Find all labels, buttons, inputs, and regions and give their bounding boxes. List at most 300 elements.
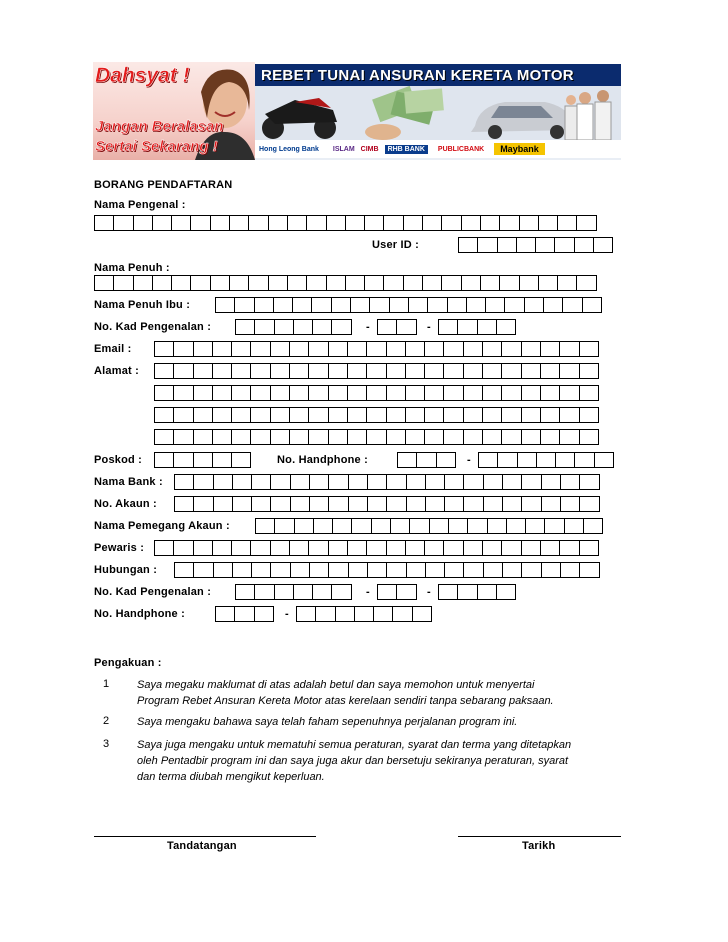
char-box[interactable] xyxy=(331,297,351,313)
char-box[interactable] xyxy=(235,319,255,335)
char-box[interactable] xyxy=(424,385,444,401)
char-box[interactable] xyxy=(293,584,313,600)
char-box[interactable] xyxy=(519,215,539,231)
char-box[interactable] xyxy=(390,518,410,534)
char-box[interactable] xyxy=(254,606,274,622)
char-box[interactable] xyxy=(371,518,391,534)
char-box[interactable] xyxy=(231,341,251,357)
char-box[interactable] xyxy=(478,452,498,468)
char-box[interactable] xyxy=(396,319,416,335)
char-box[interactable] xyxy=(328,407,348,423)
char-box[interactable] xyxy=(443,341,463,357)
char-box[interactable] xyxy=(396,584,416,600)
char-box[interactable] xyxy=(331,584,351,600)
char-box[interactable] xyxy=(369,297,389,313)
char-box[interactable] xyxy=(193,363,213,379)
char-box[interactable] xyxy=(463,429,483,445)
char-box[interactable] xyxy=(463,341,483,357)
char-box[interactable] xyxy=(521,562,541,578)
char-box[interactable] xyxy=(497,237,517,253)
char-box[interactable] xyxy=(501,363,521,379)
char-box[interactable] xyxy=(543,297,563,313)
char-box[interactable] xyxy=(309,562,329,578)
char-box[interactable] xyxy=(212,429,232,445)
char-box[interactable] xyxy=(171,275,191,291)
char-box[interactable] xyxy=(429,518,449,534)
char-box[interactable] xyxy=(579,496,599,512)
char-box[interactable] xyxy=(350,297,370,313)
char-box[interactable] xyxy=(250,407,270,423)
char-box[interactable] xyxy=(554,237,574,253)
char-box[interactable] xyxy=(306,215,326,231)
hubungan-boxes[interactable] xyxy=(174,562,599,578)
char-box[interactable] xyxy=(251,562,271,578)
char-box[interactable] xyxy=(254,584,274,600)
char-box[interactable] xyxy=(555,452,575,468)
char-box[interactable] xyxy=(483,562,503,578)
char-box[interactable] xyxy=(416,452,436,468)
char-box[interactable] xyxy=(405,385,425,401)
char-box[interactable] xyxy=(579,341,599,357)
char-box[interactable] xyxy=(538,215,558,231)
char-box[interactable] xyxy=(193,496,213,512)
char-box[interactable] xyxy=(94,275,114,291)
char-box[interactable] xyxy=(463,385,483,401)
char-box[interactable] xyxy=(424,363,444,379)
char-box[interactable] xyxy=(443,385,463,401)
char-box[interactable] xyxy=(540,407,560,423)
char-box[interactable] xyxy=(461,215,481,231)
char-box[interactable] xyxy=(234,606,254,622)
char-box[interactable] xyxy=(212,540,232,556)
char-box[interactable] xyxy=(348,496,368,512)
char-box[interactable] xyxy=(232,562,252,578)
char-box[interactable] xyxy=(521,341,541,357)
char-box[interactable] xyxy=(443,429,463,445)
char-box[interactable] xyxy=(517,452,537,468)
char-box[interactable] xyxy=(210,215,230,231)
char-box[interactable] xyxy=(212,341,232,357)
char-box[interactable] xyxy=(424,429,444,445)
char-box[interactable] xyxy=(212,385,232,401)
char-box[interactable] xyxy=(231,385,251,401)
char-box[interactable] xyxy=(328,363,348,379)
char-box[interactable] xyxy=(94,215,114,231)
char-box[interactable] xyxy=(193,452,213,468)
char-box[interactable] xyxy=(270,407,290,423)
char-box[interactable] xyxy=(250,540,270,556)
char-box[interactable] xyxy=(173,363,193,379)
char-box[interactable] xyxy=(308,407,328,423)
char-box[interactable] xyxy=(477,584,497,600)
char-box[interactable] xyxy=(377,319,397,335)
char-box[interactable] xyxy=(154,341,174,357)
char-box[interactable] xyxy=(212,363,232,379)
char-box[interactable] xyxy=(213,496,233,512)
char-box[interactable] xyxy=(308,363,328,379)
char-box[interactable] xyxy=(501,429,521,445)
char-box[interactable] xyxy=(389,297,409,313)
char-box[interactable] xyxy=(544,518,564,534)
char-box[interactable] xyxy=(405,540,425,556)
char-box[interactable] xyxy=(173,341,193,357)
char-box[interactable] xyxy=(463,562,483,578)
char-box[interactable] xyxy=(594,452,614,468)
char-box[interactable] xyxy=(231,540,251,556)
char-box[interactable] xyxy=(405,363,425,379)
char-box[interactable] xyxy=(367,562,387,578)
char-box[interactable] xyxy=(193,385,213,401)
char-box[interactable] xyxy=(386,363,406,379)
char-box[interactable] xyxy=(559,429,579,445)
char-box[interactable] xyxy=(366,363,386,379)
char-box[interactable] xyxy=(422,275,442,291)
char-box[interactable] xyxy=(268,275,288,291)
user-id-boxes[interactable] xyxy=(458,237,612,253)
char-box[interactable] xyxy=(268,215,288,231)
char-box[interactable] xyxy=(482,385,502,401)
char-box[interactable] xyxy=(461,275,481,291)
char-box[interactable] xyxy=(502,474,522,490)
char-box[interactable] xyxy=(463,540,483,556)
char-box[interactable] xyxy=(193,341,213,357)
char-box[interactable] xyxy=(215,297,235,313)
char-box[interactable] xyxy=(467,518,487,534)
char-box[interactable] xyxy=(347,540,367,556)
char-box[interactable] xyxy=(154,540,174,556)
char-box[interactable] xyxy=(438,319,458,335)
char-box[interactable] xyxy=(347,407,367,423)
char-box[interactable] xyxy=(559,407,579,423)
char-box[interactable] xyxy=(405,407,425,423)
char-box[interactable] xyxy=(328,496,348,512)
char-box[interactable] xyxy=(347,363,367,379)
char-box[interactable] xyxy=(447,297,467,313)
char-box[interactable] xyxy=(289,429,309,445)
char-box[interactable] xyxy=(254,319,274,335)
char-box[interactable] xyxy=(174,562,194,578)
char-box[interactable] xyxy=(540,429,560,445)
alamat-boxes-4[interactable] xyxy=(154,429,598,445)
char-box[interactable] xyxy=(254,297,274,313)
char-box[interactable] xyxy=(274,518,294,534)
char-box[interactable] xyxy=(521,429,541,445)
char-box[interactable] xyxy=(583,518,603,534)
char-box[interactable] xyxy=(540,341,560,357)
char-box[interactable] xyxy=(213,474,233,490)
char-box[interactable] xyxy=(540,363,560,379)
char-box[interactable] xyxy=(270,429,290,445)
char-box[interactable] xyxy=(383,275,403,291)
char-box[interactable] xyxy=(364,275,384,291)
char-box[interactable] xyxy=(560,562,580,578)
char-box[interactable] xyxy=(308,429,328,445)
char-box[interactable] xyxy=(564,518,584,534)
char-box[interactable] xyxy=(113,275,133,291)
char-box[interactable] xyxy=(308,385,328,401)
char-box[interactable] xyxy=(328,385,348,401)
char-box[interactable] xyxy=(212,452,232,468)
char-box[interactable] xyxy=(367,474,387,490)
alamat-boxes-1[interactable] xyxy=(154,363,598,379)
char-box[interactable] xyxy=(292,297,312,313)
char-box[interactable] xyxy=(406,562,426,578)
char-box[interactable] xyxy=(173,452,193,468)
char-box[interactable] xyxy=(521,363,541,379)
char-box[interactable] xyxy=(579,407,599,423)
char-box[interactable] xyxy=(250,429,270,445)
char-box[interactable] xyxy=(133,215,153,231)
char-box[interactable] xyxy=(373,606,393,622)
char-box[interactable] xyxy=(313,518,333,534)
char-box[interactable] xyxy=(392,606,412,622)
nama-pengenal-boxes[interactable] xyxy=(94,215,596,231)
char-box[interactable] xyxy=(133,275,153,291)
char-box[interactable] xyxy=(366,385,386,401)
char-box[interactable] xyxy=(403,275,423,291)
char-box[interactable] xyxy=(312,319,332,335)
char-box[interactable] xyxy=(174,474,194,490)
char-box[interactable] xyxy=(347,429,367,445)
char-box[interactable] xyxy=(443,407,463,423)
char-box[interactable] xyxy=(154,452,174,468)
char-box[interactable] xyxy=(557,215,577,231)
char-box[interactable] xyxy=(397,452,417,468)
char-box[interactable] xyxy=(483,496,503,512)
char-box[interactable] xyxy=(524,297,544,313)
char-box[interactable] xyxy=(425,562,445,578)
char-box[interactable] xyxy=(562,297,582,313)
char-box[interactable] xyxy=(444,562,464,578)
char-box[interactable] xyxy=(235,584,255,600)
char-box[interactable] xyxy=(482,341,502,357)
char-box[interactable] xyxy=(154,363,174,379)
char-box[interactable] xyxy=(457,319,477,335)
char-box[interactable] xyxy=(171,215,191,231)
char-box[interactable] xyxy=(574,452,594,468)
char-box[interactable] xyxy=(250,341,270,357)
char-box[interactable] xyxy=(250,363,270,379)
char-box[interactable] xyxy=(154,385,174,401)
char-box[interactable] xyxy=(406,496,426,512)
char-box[interactable] xyxy=(270,540,290,556)
char-box[interactable] xyxy=(502,562,522,578)
char-box[interactable] xyxy=(506,518,526,534)
char-box[interactable] xyxy=(270,385,290,401)
char-box[interactable] xyxy=(366,429,386,445)
char-box[interactable] xyxy=(386,540,406,556)
char-box[interactable] xyxy=(231,407,251,423)
char-box[interactable] xyxy=(315,606,335,622)
nama-pemegang-boxes[interactable] xyxy=(255,518,602,534)
char-box[interactable] xyxy=(248,215,268,231)
no-kad-boxes-3[interactable] xyxy=(438,319,515,335)
char-box[interactable] xyxy=(347,385,367,401)
char-box[interactable] xyxy=(190,215,210,231)
char-box[interactable] xyxy=(576,275,596,291)
char-box[interactable] xyxy=(190,275,210,291)
char-box[interactable] xyxy=(383,215,403,231)
char-box[interactable] xyxy=(367,496,387,512)
no-handphone-2-boxes-1[interactable] xyxy=(215,606,273,622)
char-box[interactable] xyxy=(212,407,232,423)
char-box[interactable] xyxy=(215,606,235,622)
char-box[interactable] xyxy=(482,429,502,445)
char-box[interactable] xyxy=(308,540,328,556)
char-box[interactable] xyxy=(579,540,599,556)
char-box[interactable] xyxy=(559,540,579,556)
char-box[interactable] xyxy=(154,429,174,445)
no-kad-2-boxes-1[interactable] xyxy=(235,584,351,600)
char-box[interactable] xyxy=(287,275,307,291)
char-box[interactable] xyxy=(296,606,316,622)
char-box[interactable] xyxy=(366,540,386,556)
char-box[interactable] xyxy=(154,407,174,423)
char-box[interactable] xyxy=(444,496,464,512)
char-box[interactable] xyxy=(405,341,425,357)
nama-penuh-boxes[interactable] xyxy=(94,275,596,291)
char-box[interactable] xyxy=(521,407,541,423)
char-box[interactable] xyxy=(231,452,251,468)
char-box[interactable] xyxy=(540,540,560,556)
nama-penuh-ibu-boxes[interactable] xyxy=(215,297,601,313)
char-box[interactable] xyxy=(326,215,346,231)
char-box[interactable] xyxy=(441,275,461,291)
char-box[interactable] xyxy=(403,215,423,231)
char-box[interactable] xyxy=(579,562,599,578)
char-box[interactable] xyxy=(332,518,352,534)
char-box[interactable] xyxy=(293,319,313,335)
char-box[interactable] xyxy=(521,540,541,556)
char-box[interactable] xyxy=(290,562,310,578)
char-box[interactable] xyxy=(501,407,521,423)
char-box[interactable] xyxy=(274,584,294,600)
char-box[interactable] xyxy=(312,584,332,600)
no-kad-boxes-2[interactable] xyxy=(377,319,416,335)
char-box[interactable] xyxy=(487,518,507,534)
char-box[interactable] xyxy=(251,474,271,490)
char-box[interactable] xyxy=(557,275,577,291)
char-box[interactable] xyxy=(408,297,428,313)
char-box[interactable] xyxy=(579,474,599,490)
char-box[interactable] xyxy=(538,275,558,291)
no-akaun-boxes[interactable] xyxy=(174,496,599,512)
char-box[interactable] xyxy=(311,297,331,313)
char-box[interactable] xyxy=(152,275,172,291)
char-box[interactable] xyxy=(364,215,384,231)
char-box[interactable] xyxy=(335,606,355,622)
char-box[interactable] xyxy=(290,496,310,512)
char-box[interactable] xyxy=(477,319,497,335)
char-box[interactable] xyxy=(438,584,458,600)
char-box[interactable] xyxy=(424,341,444,357)
char-box[interactable] xyxy=(234,297,254,313)
char-box[interactable] xyxy=(152,215,172,231)
char-box[interactable] xyxy=(306,275,326,291)
no-kad-2-boxes-3[interactable] xyxy=(438,584,515,600)
char-box[interactable] xyxy=(406,474,426,490)
char-box[interactable] xyxy=(193,562,213,578)
char-box[interactable] xyxy=(427,297,447,313)
email-boxes[interactable] xyxy=(154,341,598,357)
char-box[interactable] xyxy=(502,496,522,512)
char-box[interactable] xyxy=(348,562,368,578)
no-handphone-boxes-1[interactable] xyxy=(397,452,455,468)
char-box[interactable] xyxy=(496,319,516,335)
char-box[interactable] xyxy=(424,540,444,556)
char-box[interactable] xyxy=(328,341,348,357)
char-box[interactable] xyxy=(229,275,249,291)
char-box[interactable] xyxy=(412,606,432,622)
char-box[interactable] xyxy=(274,319,294,335)
char-box[interactable] xyxy=(386,562,406,578)
char-box[interactable] xyxy=(173,407,193,423)
pewaris-boxes[interactable] xyxy=(154,540,598,556)
char-box[interactable] xyxy=(521,496,541,512)
char-box[interactable] xyxy=(113,215,133,231)
char-box[interactable] xyxy=(289,385,309,401)
char-box[interactable] xyxy=(499,215,519,231)
char-box[interactable] xyxy=(525,518,545,534)
char-box[interactable] xyxy=(328,474,348,490)
char-box[interactable] xyxy=(480,215,500,231)
char-box[interactable] xyxy=(579,385,599,401)
char-box[interactable] xyxy=(409,518,429,534)
char-box[interactable] xyxy=(270,474,290,490)
char-box[interactable] xyxy=(519,275,539,291)
char-box[interactable] xyxy=(174,496,194,512)
char-box[interactable] xyxy=(541,474,561,490)
char-box[interactable] xyxy=(405,429,425,445)
char-box[interactable] xyxy=(386,407,406,423)
char-box[interactable] xyxy=(308,341,328,357)
char-box[interactable] xyxy=(504,297,524,313)
char-box[interactable] xyxy=(294,518,314,534)
char-box[interactable] xyxy=(501,540,521,556)
no-kad-boxes-1[interactable] xyxy=(235,319,351,335)
char-box[interactable] xyxy=(193,540,213,556)
char-box[interactable] xyxy=(477,237,497,253)
char-box[interactable] xyxy=(270,341,290,357)
char-box[interactable] xyxy=(351,518,371,534)
char-box[interactable] xyxy=(386,341,406,357)
char-box[interactable] xyxy=(560,496,580,512)
char-box[interactable] xyxy=(559,363,579,379)
char-box[interactable] xyxy=(482,540,502,556)
char-box[interactable] xyxy=(328,562,348,578)
char-box[interactable] xyxy=(386,385,406,401)
char-box[interactable] xyxy=(386,429,406,445)
char-box[interactable] xyxy=(232,496,252,512)
char-box[interactable] xyxy=(213,562,233,578)
char-box[interactable] xyxy=(345,215,365,231)
char-box[interactable] xyxy=(270,363,290,379)
char-box[interactable] xyxy=(482,407,502,423)
char-box[interactable] xyxy=(559,385,579,401)
char-box[interactable] xyxy=(425,474,445,490)
char-box[interactable] xyxy=(448,518,468,534)
char-box[interactable] xyxy=(273,297,293,313)
char-box[interactable] xyxy=(386,496,406,512)
char-box[interactable] xyxy=(574,237,594,253)
char-box[interactable] xyxy=(457,584,477,600)
char-box[interactable] xyxy=(173,540,193,556)
char-box[interactable] xyxy=(458,237,478,253)
char-box[interactable] xyxy=(485,297,505,313)
char-box[interactable] xyxy=(499,275,519,291)
char-box[interactable] xyxy=(173,429,193,445)
char-box[interactable] xyxy=(309,496,329,512)
